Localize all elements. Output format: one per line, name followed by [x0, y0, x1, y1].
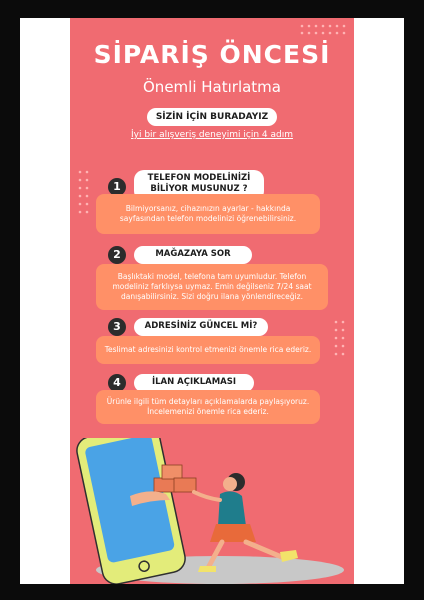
step-3-number: 3	[108, 318, 126, 336]
step-2-title: MAĞAZAYA SOR	[134, 246, 252, 264]
page	[20, 18, 404, 584]
step-4-text: Ürünle ilgili tüm detayları açıklamalarda paylaşıyoruz. İncelemenizi önemle rica ederiz.	[96, 390, 320, 424]
poster-title: SİPARİŞ ÖNCESİ	[93, 40, 331, 69]
badge-here-for-you: SİZİN İÇİN BURADAYIZ	[147, 108, 277, 126]
step-4-number: 4	[108, 374, 126, 392]
step-3-text: Teslimat adresinizi kontrol etmenizi önemle rica ederiz.	[96, 336, 320, 364]
dot-grid-decoration	[298, 22, 348, 40]
step-2-text: Başlıktaki model, telefona tam uyumludur. Telefon modeliniz farklıysa uymaz. Emin değilseniz 7/24 saat danışabilirsiniz. Sizi doğru ilana yönlendireceğiz.	[96, 264, 328, 310]
step-3-title: ADRESİNİZ GÜNCEL Mİ?	[134, 318, 268, 336]
poster-subtitle: Önemli Hatırlatma	[143, 78, 281, 96]
tagline: İyi bir alışveriş deneyimi için 4 adım	[131, 130, 293, 140]
step-4-title: İLAN AÇIKLAMASI	[134, 374, 254, 392]
info-poster	[70, 18, 354, 584]
phone-icon	[74, 438, 187, 584]
shopping-illustration	[70, 438, 354, 584]
dot-grid-decoration	[76, 168, 92, 228]
step-1-text: Bilmiyorsanız, cihazınızın ayarlar - hakkında sayfasından telefon modelinizi öğrenebilirsiniz.	[96, 194, 320, 234]
step-1-title: TELEFON MODELİNİZİ BİLİYOR MUSUNUZ ?	[134, 170, 264, 201]
step-2-number: 2	[108, 246, 126, 264]
step-1-number: 1	[108, 178, 126, 196]
dot-grid-decoration	[332, 318, 350, 378]
